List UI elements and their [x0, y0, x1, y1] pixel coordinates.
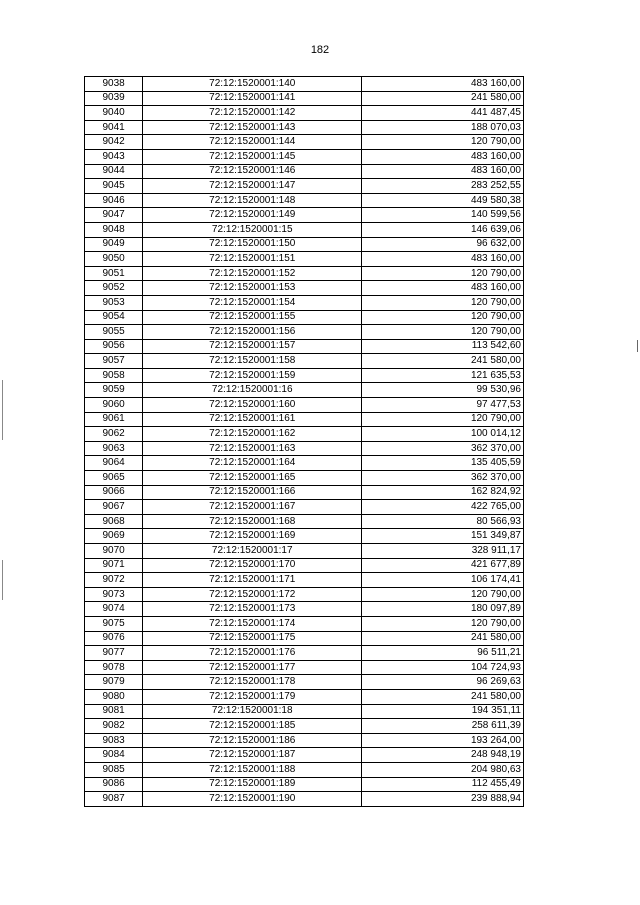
table-row — [85, 412, 524, 427]
row-number-cell: 9076 — [85, 631, 143, 646]
cadastral-number-cell: 72:12:1520001:168 — [143, 514, 362, 529]
cadastral-number-cell: 72:12:1520001:16 — [143, 383, 362, 398]
cadastral-number-cell: 72:12:1520001:151 — [143, 252, 362, 267]
row-number-cell: 9040 — [85, 106, 143, 121]
row-number-cell: 9044 — [85, 164, 143, 179]
row-number-cell: 9072 — [85, 573, 143, 588]
cadastral-value-table — [84, 76, 524, 807]
row-number-cell: 9080 — [85, 689, 143, 704]
table-row — [85, 266, 524, 281]
row-number-cell: 9073 — [85, 587, 143, 602]
table-row — [85, 164, 524, 179]
cadastral-number-cell: 72:12:1520001:169 — [143, 529, 362, 544]
table-row — [85, 704, 524, 719]
row-number-cell: 9050 — [85, 252, 143, 267]
table-row — [85, 485, 524, 500]
cadastral-number-cell: 72:12:1520001:159 — [143, 368, 362, 383]
table-row — [85, 456, 524, 471]
row-number-cell: 9062 — [85, 427, 143, 442]
cadastral-value-cell: 193 264,00 — [362, 733, 524, 748]
cadastral-value-cell: 96 269,63 — [362, 675, 524, 690]
cadastral-number-cell: 72:12:1520001:174 — [143, 616, 362, 631]
cadastral-value-cell: 449 580,38 — [362, 193, 524, 208]
row-number-cell: 9051 — [85, 266, 143, 281]
page-number: 182 — [310, 44, 330, 56]
row-number-cell: 9045 — [85, 179, 143, 194]
cadastral-value-cell: 483 160,00 — [362, 281, 524, 296]
table-row — [85, 339, 524, 354]
row-number-cell: 9070 — [85, 544, 143, 559]
table-row — [85, 383, 524, 398]
cadastral-number-cell: 72:12:1520001:163 — [143, 441, 362, 456]
row-number-cell: 9064 — [85, 456, 143, 471]
row-number-cell: 9069 — [85, 529, 143, 544]
cadastral-value-cell: 100 014,12 — [362, 427, 524, 442]
table-row — [85, 368, 524, 383]
cadastral-number-cell: 72:12:1520001:173 — [143, 602, 362, 617]
cadastral-value-cell: 121 635,53 — [362, 368, 524, 383]
cadastral-value-cell: 120 790,00 — [362, 266, 524, 281]
table-row — [85, 208, 524, 223]
cadastral-value-cell: 483 160,00 — [362, 77, 524, 92]
cadastral-value-cell: 194 351,11 — [362, 704, 524, 719]
cadastral-number-cell: 72:12:1520001:162 — [143, 427, 362, 442]
table-row — [85, 719, 524, 734]
table-row — [85, 660, 524, 675]
table-row — [85, 616, 524, 631]
table-row — [85, 149, 524, 164]
cadastral-number-cell: 72:12:1520001:172 — [143, 587, 362, 602]
row-number-cell: 9081 — [85, 704, 143, 719]
table-row — [85, 777, 524, 792]
cadastral-value-cell: 120 790,00 — [362, 295, 524, 310]
table-row — [85, 427, 524, 442]
table-row — [85, 252, 524, 267]
table-body — [85, 77, 524, 807]
row-number-cell: 9042 — [85, 135, 143, 150]
table-row — [85, 310, 524, 325]
table-row — [85, 91, 524, 106]
cadastral-value-cell: 483 160,00 — [362, 149, 524, 164]
table-row — [85, 792, 524, 807]
row-number-cell: 9074 — [85, 602, 143, 617]
row-number-cell: 9083 — [85, 733, 143, 748]
cadastral-number-cell: 72:12:1520001:150 — [143, 237, 362, 252]
table-row — [85, 354, 524, 369]
cadastral-number-cell: 72:12:1520001:155 — [143, 310, 362, 325]
cadastral-value-cell: 80 566,93 — [362, 514, 524, 529]
cadastral-value-cell: 362 370,00 — [362, 471, 524, 486]
table-row — [85, 573, 524, 588]
cadastral-value-cell: 241 580,00 — [362, 91, 524, 106]
cadastral-number-cell: 72:12:1520001:143 — [143, 120, 362, 135]
row-number-cell: 9075 — [85, 616, 143, 631]
row-number-cell: 9060 — [85, 398, 143, 413]
cadastral-number-cell: 72:12:1520001:153 — [143, 281, 362, 296]
cadastral-number-cell: 72:12:1520001:188 — [143, 762, 362, 777]
cadastral-number-cell: 72:12:1520001:176 — [143, 646, 362, 661]
cadastral-number-cell: 72:12:1520001:157 — [143, 339, 362, 354]
cadastral-value-cell: 120 790,00 — [362, 310, 524, 325]
row-number-cell: 9086 — [85, 777, 143, 792]
row-number-cell: 9043 — [85, 149, 143, 164]
table-row — [85, 135, 524, 150]
cadastral-number-cell: 72:12:1520001:160 — [143, 398, 362, 413]
table-row — [85, 646, 524, 661]
table-row — [85, 558, 524, 573]
cadastral-value-cell: 113 542,60 — [362, 339, 524, 354]
row-number-cell: 9039 — [85, 91, 143, 106]
cadastral-value-cell: 362 370,00 — [362, 441, 524, 456]
cadastral-value-cell: 241 580,00 — [362, 689, 524, 704]
table-row — [85, 471, 524, 486]
row-number-cell: 9056 — [85, 339, 143, 354]
row-number-cell: 9063 — [85, 441, 143, 456]
cadastral-number-cell: 72:12:1520001:178 — [143, 675, 362, 690]
cadastral-value-cell: 151 349,87 — [362, 529, 524, 544]
table-row — [85, 587, 524, 602]
cadastral-value-cell: 248 948,19 — [362, 748, 524, 763]
row-number-cell: 9054 — [85, 310, 143, 325]
table-row — [85, 398, 524, 413]
cadastral-number-cell: 72:12:1520001:154 — [143, 295, 362, 310]
table-row — [85, 281, 524, 296]
cadastral-number-cell: 72:12:1520001:140 — [143, 77, 362, 92]
cadastral-number-cell: 72:12:1520001:152 — [143, 266, 362, 281]
table-row — [85, 500, 524, 515]
cadastral-value-cell: 421 677,89 — [362, 558, 524, 573]
cadastral-value-cell: 120 790,00 — [362, 135, 524, 150]
row-number-cell: 9071 — [85, 558, 143, 573]
cadastral-number-cell: 72:12:1520001:161 — [143, 412, 362, 427]
row-number-cell: 9038 — [85, 77, 143, 92]
row-number-cell: 9049 — [85, 237, 143, 252]
row-number-cell: 9059 — [85, 383, 143, 398]
cadastral-value-cell: 96 632,00 — [362, 237, 524, 252]
row-number-cell: 9078 — [85, 660, 143, 675]
cadastral-value-cell: 97 477,53 — [362, 398, 524, 413]
cadastral-number-cell: 72:12:1520001:145 — [143, 149, 362, 164]
cadastral-value-cell: 241 580,00 — [362, 354, 524, 369]
cadastral-value-cell: 146 639,06 — [362, 222, 524, 237]
cadastral-value-cell: 104 724,93 — [362, 660, 524, 675]
row-number-cell: 9048 — [85, 222, 143, 237]
cadastral-number-cell: 72:12:1520001:189 — [143, 777, 362, 792]
cadastral-number-cell: 72:12:1520001:156 — [143, 325, 362, 340]
cadastral-value-cell: 328 911,17 — [362, 544, 524, 559]
cadastral-value-cell: 162 824,92 — [362, 485, 524, 500]
table-row — [85, 441, 524, 456]
row-number-cell: 9047 — [85, 208, 143, 223]
cadastral-value-cell: 112 455,49 — [362, 777, 524, 792]
cadastral-number-cell: 72:12:1520001:165 — [143, 471, 362, 486]
table-row — [85, 748, 524, 763]
cadastral-number-cell: 72:12:1520001:186 — [143, 733, 362, 748]
row-number-cell: 9041 — [85, 120, 143, 135]
table-row — [85, 514, 524, 529]
cadastral-value-cell: 258 611,39 — [362, 719, 524, 734]
row-number-cell: 9055 — [85, 325, 143, 340]
cadastral-value-cell: 441 487,45 — [362, 106, 524, 121]
cadastral-value-cell: 483 160,00 — [362, 252, 524, 267]
table-row — [85, 689, 524, 704]
table-row — [85, 222, 524, 237]
cadastral-value-cell: 140 599,56 — [362, 208, 524, 223]
row-number-cell: 9079 — [85, 675, 143, 690]
row-number-cell: 9057 — [85, 354, 143, 369]
cadastral-number-cell: 72:12:1520001:167 — [143, 500, 362, 515]
cadastral-number-cell: 72:12:1520001:164 — [143, 456, 362, 471]
table-row — [85, 325, 524, 340]
cadastral-number-cell: 72:12:1520001:166 — [143, 485, 362, 500]
cadastral-number-cell: 72:12:1520001:148 — [143, 193, 362, 208]
cadastral-number-cell: 72:12:1520001:179 — [143, 689, 362, 704]
scan-edge-mark-left — [2, 380, 3, 440]
table-row — [85, 106, 524, 121]
row-number-cell: 9068 — [85, 514, 143, 529]
cadastral-number-cell: 72:12:1520001:144 — [143, 135, 362, 150]
cadastral-value-cell: 106 174,41 — [362, 573, 524, 588]
row-number-cell: 9082 — [85, 719, 143, 734]
table-row — [85, 237, 524, 252]
cadastral-number-cell: 72:12:1520001:147 — [143, 179, 362, 194]
cadastral-number-cell: 72:12:1520001:185 — [143, 719, 362, 734]
cadastral-value-cell: 135 405,59 — [362, 456, 524, 471]
table-row — [85, 675, 524, 690]
row-number-cell: 9084 — [85, 748, 143, 763]
row-number-cell: 9052 — [85, 281, 143, 296]
row-number-cell: 9087 — [85, 792, 143, 807]
scan-edge-mark-left — [2, 560, 3, 600]
row-number-cell: 9053 — [85, 295, 143, 310]
cadastral-value-cell: 96 511,21 — [362, 646, 524, 661]
cadastral-number-cell: 72:12:1520001:177 — [143, 660, 362, 675]
cadastral-value-cell: 120 790,00 — [362, 325, 524, 340]
cadastral-number-cell: 72:12:1520001:170 — [143, 558, 362, 573]
table-row — [85, 631, 524, 646]
cadastral-value-cell: 241 580,00 — [362, 631, 524, 646]
cadastral-value-cell: 204 980,63 — [362, 762, 524, 777]
cadastral-value-cell: 120 790,00 — [362, 616, 524, 631]
cadastral-value-cell: 120 790,00 — [362, 587, 524, 602]
row-number-cell: 9065 — [85, 471, 143, 486]
cadastral-number-cell: 72:12:1520001:171 — [143, 573, 362, 588]
table-row — [85, 544, 524, 559]
table-row — [85, 193, 524, 208]
table-row — [85, 77, 524, 92]
cadastral-number-cell: 72:12:1520001:158 — [143, 354, 362, 369]
cadastral-number-cell: 72:12:1520001:190 — [143, 792, 362, 807]
cadastral-number-cell: 72:12:1520001:142 — [143, 106, 362, 121]
table-row — [85, 295, 524, 310]
cadastral-number-cell: 72:12:1520001:18 — [143, 704, 362, 719]
table-row — [85, 733, 524, 748]
row-number-cell: 9067 — [85, 500, 143, 515]
table-row — [85, 179, 524, 194]
cadastral-value-cell: 99 530,96 — [362, 383, 524, 398]
row-number-cell: 9066 — [85, 485, 143, 500]
scan-edge-mark — [637, 340, 638, 352]
cadastral-value-cell: 120 790,00 — [362, 412, 524, 427]
cadastral-number-cell: 72:12:1520001:141 — [143, 91, 362, 106]
cadastral-number-cell: 72:12:1520001:15 — [143, 222, 362, 237]
cadastral-number-cell: 72:12:1520001:149 — [143, 208, 362, 223]
cadastral-value-cell: 180 097,89 — [362, 602, 524, 617]
table-row — [85, 762, 524, 777]
table-row — [85, 602, 524, 617]
cadastral-value-cell: 188 070,03 — [362, 120, 524, 135]
row-number-cell: 9085 — [85, 762, 143, 777]
table-row — [85, 529, 524, 544]
cadastral-value-cell: 239 888,94 — [362, 792, 524, 807]
cadastral-value-cell: 283 252,55 — [362, 179, 524, 194]
row-number-cell: 9046 — [85, 193, 143, 208]
row-number-cell: 9077 — [85, 646, 143, 661]
cadastral-value-cell: 483 160,00 — [362, 164, 524, 179]
cadastral-number-cell: 72:12:1520001:187 — [143, 748, 362, 763]
cadastral-value-cell: 422 765,00 — [362, 500, 524, 515]
row-number-cell: 9061 — [85, 412, 143, 427]
table-row — [85, 120, 524, 135]
cadastral-number-cell: 72:12:1520001:175 — [143, 631, 362, 646]
cadastral-number-cell: 72:12:1520001:17 — [143, 544, 362, 559]
row-number-cell: 9058 — [85, 368, 143, 383]
cadastral-number-cell: 72:12:1520001:146 — [143, 164, 362, 179]
